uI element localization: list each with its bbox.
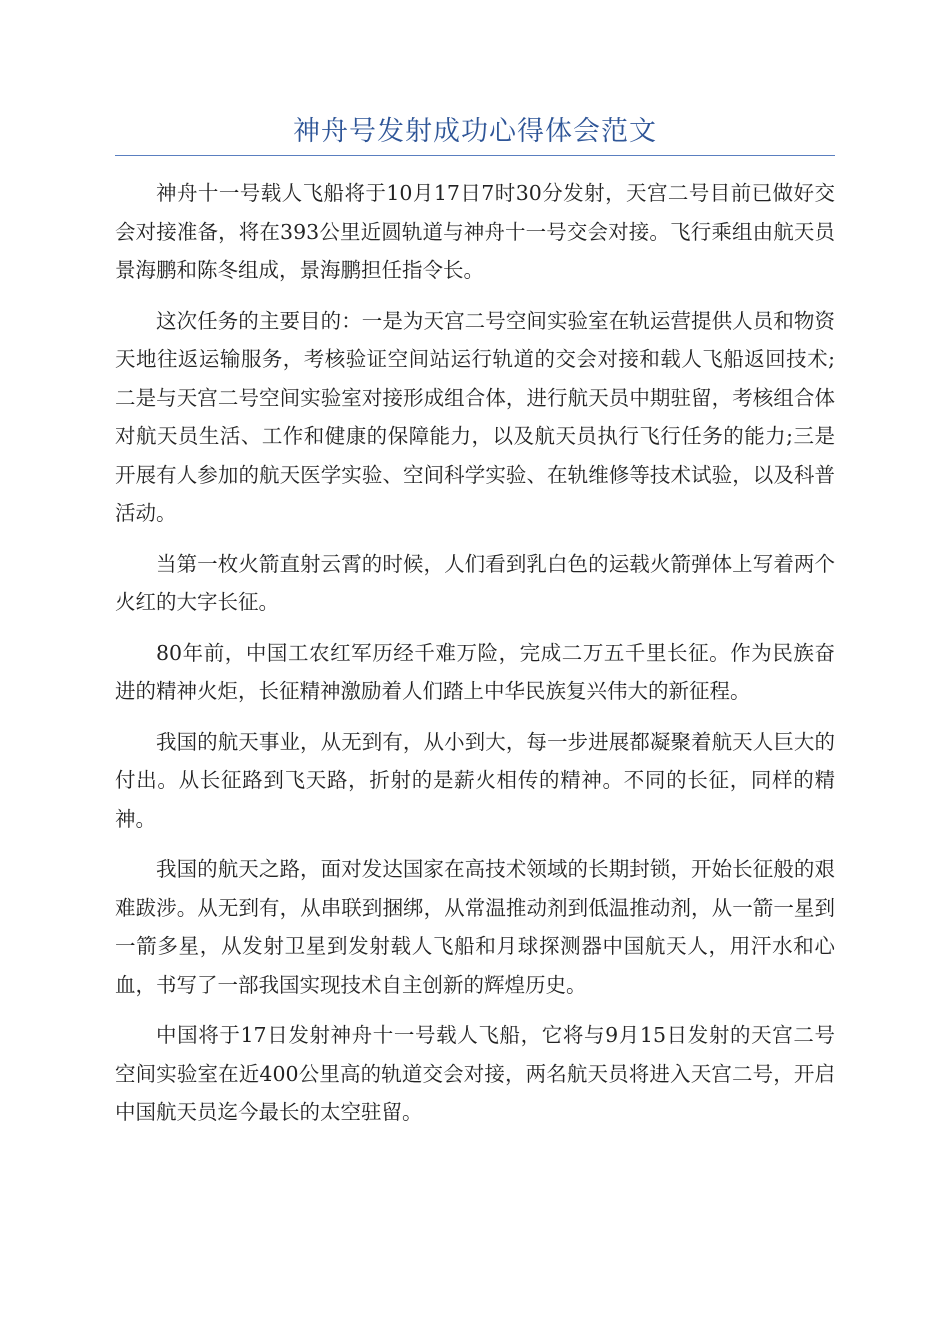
- paragraph-4: 80年前，中国工农红军历经千难万险，完成二万五千里长征。作为民族奋进的精神火炬，长征精神激励着人们踏上中华民族复兴伟大的新征程。: [115, 640, 835, 703]
- paragraph-6: 我国的航天之路，面对发达国家在高技术领域的长期封锁，开始长征般的艰难跋涉。从无到有，从串联到捆绑，从常温推动剂到低温推动剂，从一箭一星到一箭多星，从发射卫星到发射载人飞船和月球探测器中国航天人，用汗水和心血，书写了一部我国实现技术自主创新的辉煌历史。: [115, 857, 835, 997]
- document-title: 神舟号发射成功心得体会范文: [293, 116, 657, 147]
- paragraph-1: 神舟十一号载人飞船将于10月17日7时30分发射，天宫二号目前已做好交会对接准备，将在393公里近圆轨道与神舟十一号交会对接。飞行乘组由航天员景海鹏和陈冬组成，景海鹏担任指令长。: [115, 181, 835, 282]
- paragraph-3: 当第一枚火箭直射云霄的时候，人们看到乳白色的运载火箭弹体上写着两个火红的大字长征。: [115, 551, 835, 614]
- paragraph-7: 中国将于17日发射神舟十一号载人飞船，它将与9月15日发射的天宫二号空间实验室在近400公里高的轨道交会对接，两名航天员将进入天宫二号，开启中国航天员迄今最长的太空驻留。: [115, 1023, 835, 1124]
- title-underline: [115, 155, 835, 156]
- paragraph-2: 这次任务的主要目的：一是为天宫二号空间实验室在轨运营提供人员和物资天地往返运输服务，考核验证空间站运行轨道的交会对接和载人飞船返回技术;二是与天宫二号空间实验室对接形成组合体，进行航天员中期驻留，考核组合体对航天员生活、工作和健康的保障能力，以及航天员执行飞行任务的能力;三是开展有人参加的航天医学实验、空间科学实验、在轨维修等技术试验，以及科普活动。: [115, 308, 835, 525]
- paragraph-5: 我国的航天事业，从无到有，从小到大，每一步进展都凝聚着航天人巨大的付出。从长征路到飞天路，折射的是薪火相传的精神。不同的长征，同样的精神。: [115, 729, 835, 831]
- document-body: [115, 174, 835, 1144]
